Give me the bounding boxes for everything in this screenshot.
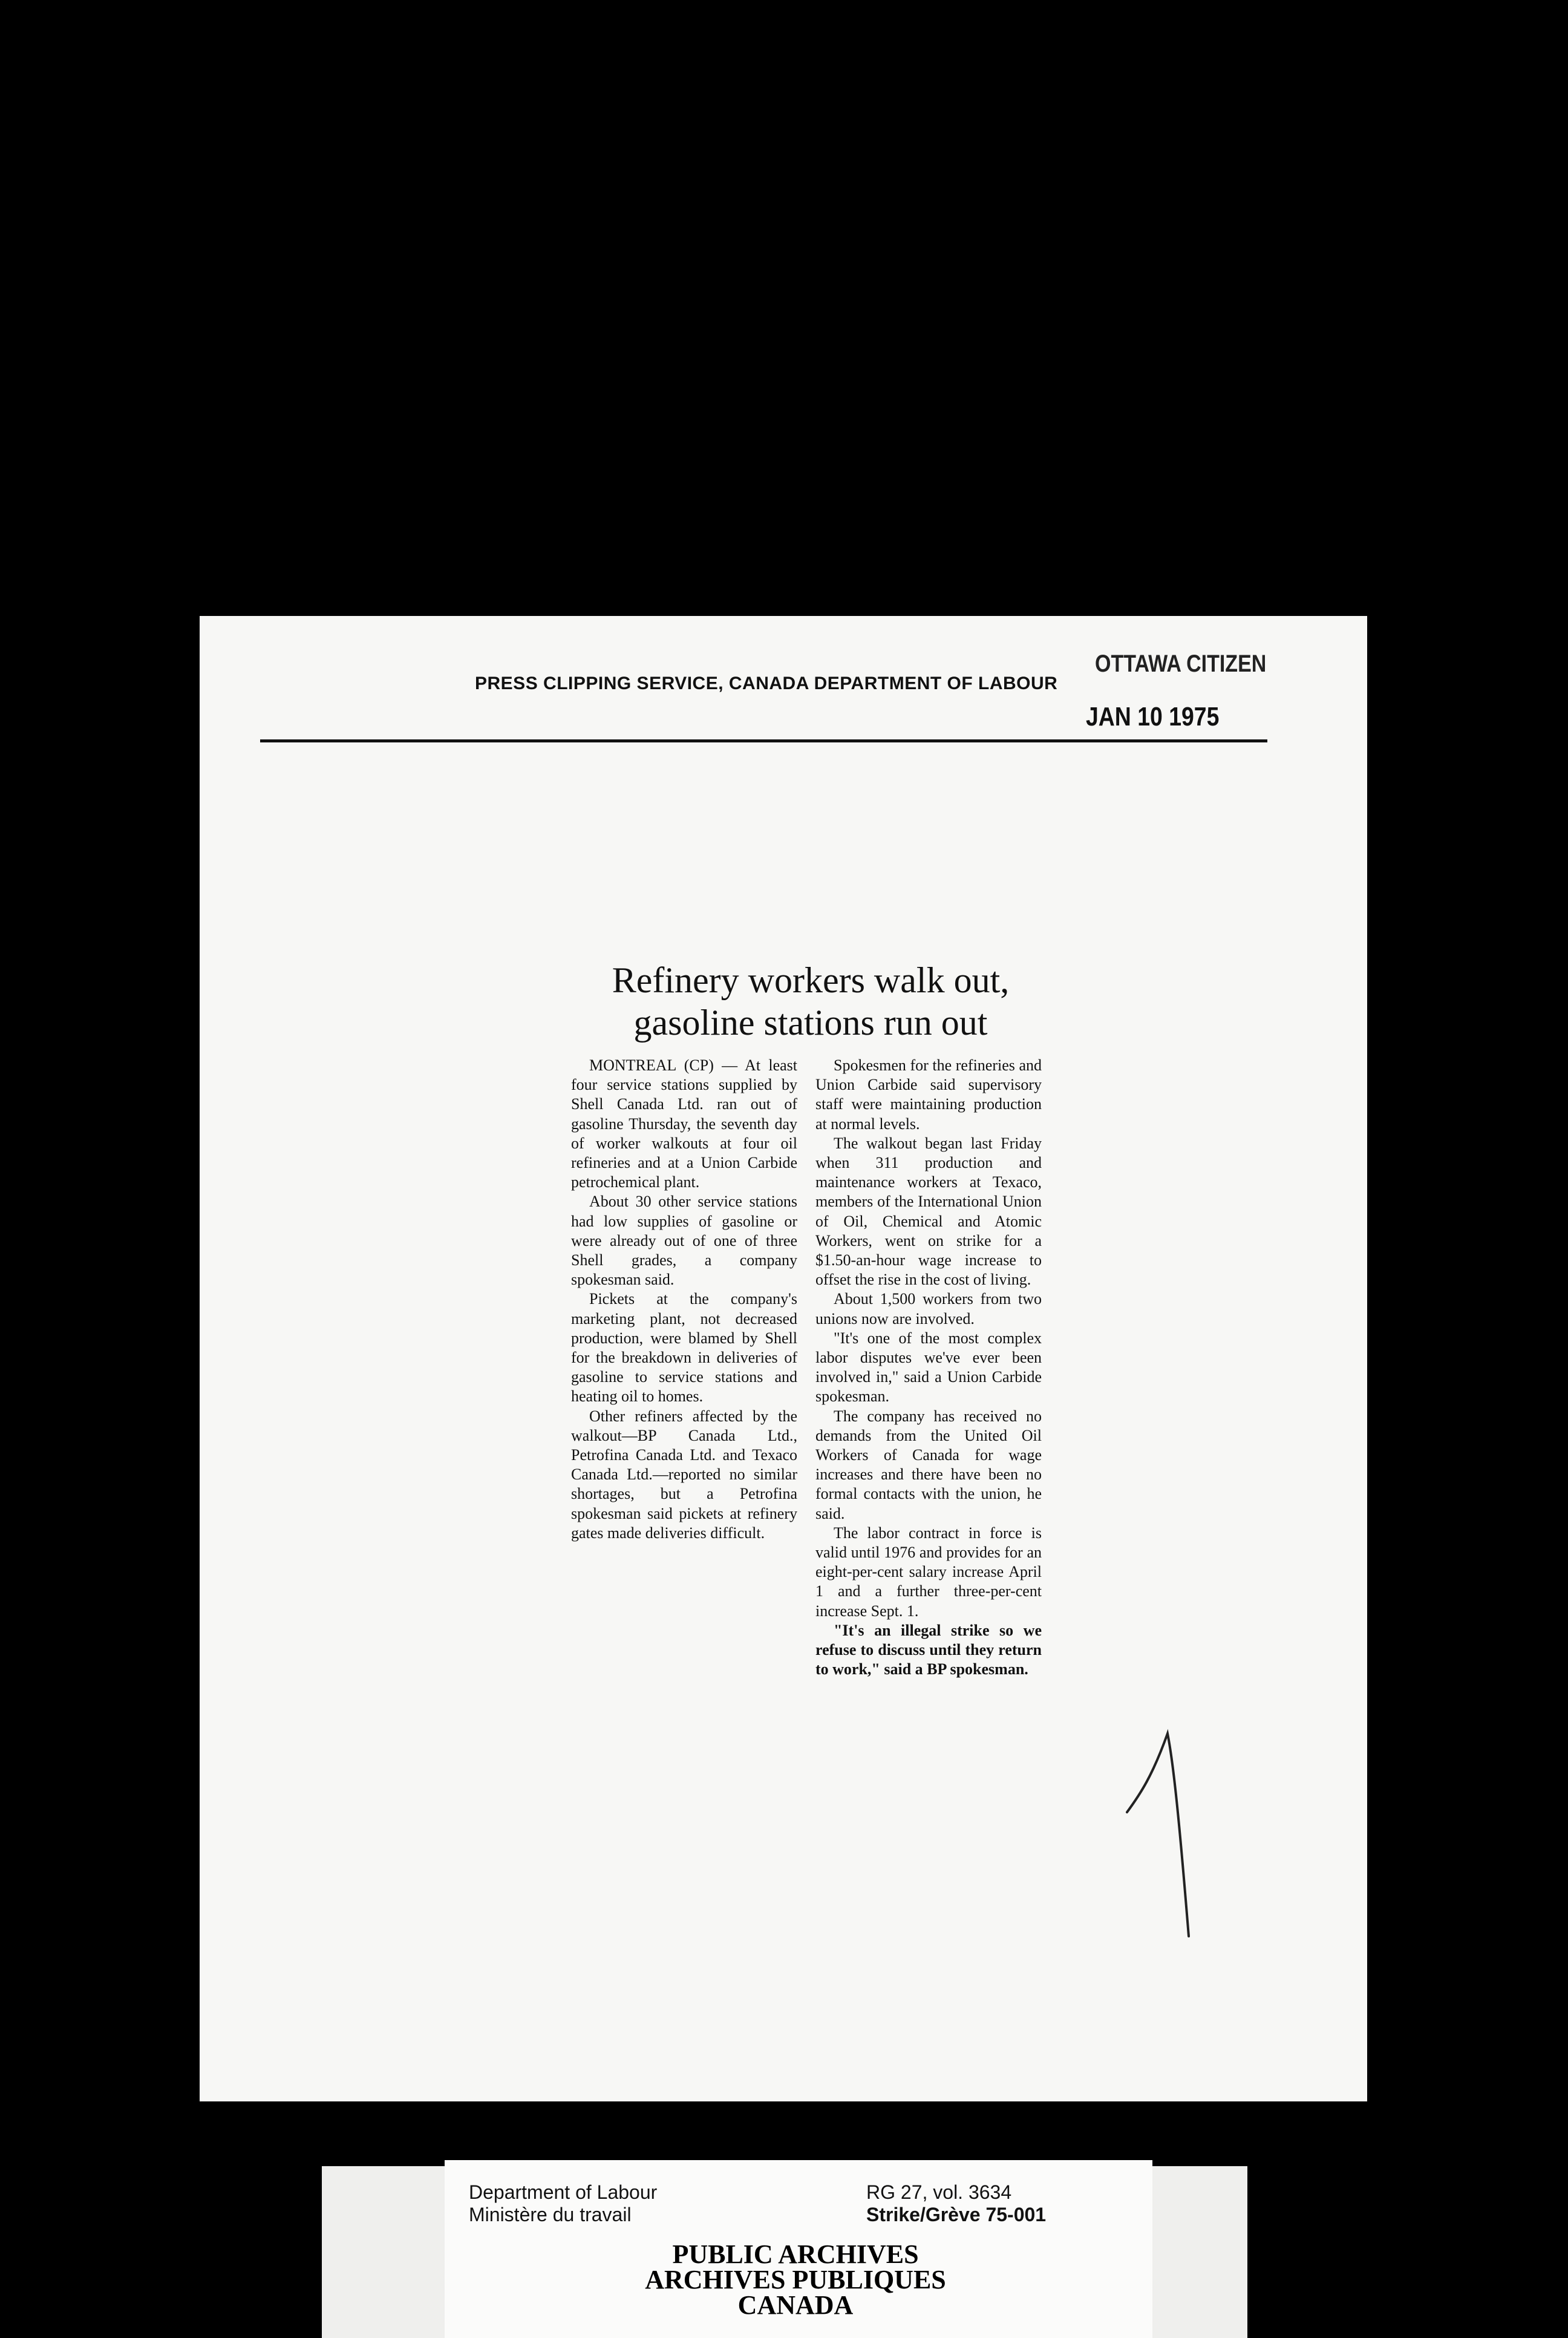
article-paragraph: MONTREAL (CP) — At least four service stations supplied by Shell Canada Ltd. ran out of gasoline Thursday, the seventh day of worker walkouts at four oil refineries and at a Union Carbide petrochemical plant.	[571, 1056, 797, 1191]
newspaper-stamp: OTTAWA CITIZEN	[1095, 650, 1267, 677]
headline-line-1: Refinery workers walk out,	[612, 960, 1010, 1000]
archive-title	[563, 2239, 1028, 2320]
article-paragraph: About 30 other service stations had low supplies of gasoline or were already out of one of three Shell grades, a company spokesman said.	[571, 1193, 797, 1289]
article-paragraph: The walkout began last Friday when 311 production and maintenance workers at Texaco, members of the International Union of Oil, Chemical and Atomic Workers, went on strike for a $1.50-an-hour wage increase to offset the rise in the cost of living.	[815, 1134, 1042, 1289]
archive-dept-english: Department of Labour	[469, 2181, 658, 2203]
article-paragraph: "It's an illegal strike so we refuse to discuss until they return to work," said a BP spokesman.	[815, 1621, 1042, 1678]
article-paragraph: The labor contract in force is valid until 1976 and provides for an eight-per-cent salary increase April 1 and a further three-per-cent increase Sept. 1.	[815, 1524, 1042, 1620]
punch-hole	[145, 653, 179, 687]
archive-title-line-3: CANADA	[737, 2290, 854, 2320]
article-paragraph: "It's one of the most complex labor disputes we've ever been involved in," said a Union Carbide spokesman.	[815, 1329, 1042, 1406]
article-column-left	[571, 1056, 797, 1543]
clipping-service-header: PRESS CLIPPING SERVICE, CANADA DEPARTMENT OF LABOUR	[475, 673, 1058, 693]
handwritten-mark	[1122, 1727, 1207, 1939]
headline-line-2: gasoline stations run out	[633, 1003, 988, 1043]
article-paragraph: About 1,500 workers from two unions now are involved.	[815, 1290, 1042, 1328]
date-stamp: JAN 10 1975	[1086, 702, 1220, 732]
archive-title-line-1: PUBLIC ARCHIVES	[672, 2239, 919, 2269]
article-paragraph: Other refiners affected by the walkout—BP Canada Ltd., Petrofina Canada Ltd. and Texaco Canada Ltd.—reported no similar shortages, but a Petrofina spokesman said pickets at refinery gates made deliveries difficult.	[571, 1407, 797, 1542]
article-column-right	[815, 1056, 1042, 1680]
archive-reference: RG 27, vol. 3634	[866, 2181, 1012, 2203]
article-paragraph: Pickets at the company's marketing plant, not decreased production, were blamed by Shell for the breakdown in deliveries of gasoline to service stations and heating oil to homes.	[571, 1290, 797, 1406]
article-paragraph: Spokesmen for the refineries and Union Carbide said supervisory staff were maintaining production at normal levels.	[815, 1056, 1042, 1133]
archive-dept-french: Ministère du travail	[469, 2204, 632, 2225]
article-headline	[569, 959, 1053, 1044]
header-rule	[260, 739, 1267, 742]
article-paragraph: The company has received no demands from the United Oil Workers of Canada for wage increases and there have been no formal contacts with the union, he said.	[815, 1407, 1042, 1522]
archive-strike-number: Strike/Grève 75-001	[866, 2204, 1047, 2225]
archive-title-line-2: ARCHIVES PUBLIQUES	[645, 2265, 946, 2294]
